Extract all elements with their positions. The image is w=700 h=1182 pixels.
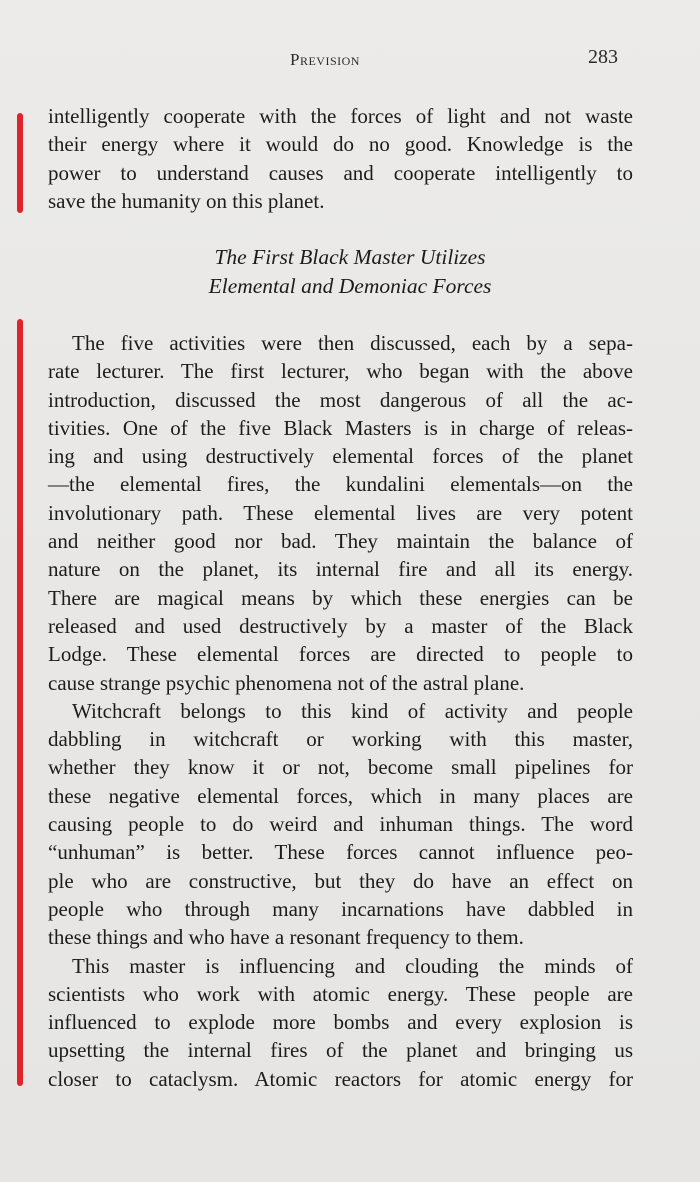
text-line: influenced to explode more bombs and every explosion is: [48, 1010, 633, 1035]
section-heading-line-1: The First Black Master Utilizes: [214, 245, 486, 269]
text-line: their energy where it would do no good. Knowledge is the: [48, 132, 633, 157]
body-text: [48, 329, 633, 1093]
text-line: ple who are constructive, but they do have an effect on: [48, 868, 633, 893]
text-line: There are magical means by which these energies can be: [48, 585, 633, 610]
text-line: causing people to do weird and inhuman things. The word: [48, 812, 633, 837]
text-line: Lodge. These elemental forces are directed to people to: [48, 642, 633, 667]
text-line: involutionary path. These elemental lives are very potent: [48, 500, 633, 525]
text-line: closer to cataclysm. Atomic reactors for atomic energy for: [48, 1066, 633, 1091]
text-line: power to understand causes and cooperate intelligently to: [48, 160, 633, 185]
text-line: ing and using destructively elemental forces of the planet: [48, 444, 633, 469]
text-line: save the humanity on this planet.: [48, 188, 325, 213]
text-line: This master is influencing and clouding the minds of: [72, 953, 633, 978]
text-line: nature on the planet, its internal fire and all its energy.: [48, 557, 633, 582]
page-number: 283: [588, 46, 618, 68]
text-line: introduction, discussed the most dangerous of all the ac-: [48, 387, 633, 412]
section-heading: [0, 243, 700, 301]
text-line: people who through many incarnations have dabbled in: [48, 896, 633, 921]
text-line: upsetting the internal fires of the planet and bringing us: [48, 1038, 633, 1063]
text-line: tivities. One of the five Black Masters is in charge of releas-: [48, 415, 633, 440]
paragraph-continued: [48, 102, 633, 215]
text-line: rate lecturer. The first lecturer, who began with the above: [48, 359, 633, 384]
text-line: intelligently cooperate with the forces of light and not waste: [48, 104, 633, 128]
running-head: [0, 46, 700, 74]
text-line: and neither good nor bad. They maintain the balance of: [48, 529, 633, 554]
text-line: released and used destructively by a master of the Black: [48, 613, 633, 638]
text-line: —the elemental fires, the kundalini elementals—on the: [48, 472, 633, 497]
section-heading-line-2: Elemental and Demoniac Forces: [208, 274, 492, 298]
text-line: cause strange psychic phenomena not of the astral plane.: [48, 670, 525, 695]
text-line: dabbling in witchcraft or working with this master,: [48, 727, 633, 752]
text-line: scientists who work with atomic energy. These people are: [48, 981, 633, 1006]
text-line: these negative elemental forces, which in many places are: [48, 783, 633, 808]
text-line: Witchcraft belongs to this kind of activity and people: [72, 698, 633, 723]
margin-marker-bottom: [17, 319, 23, 1086]
margin-marker-top: [17, 113, 23, 213]
text-line: The five activities were then discussed, each by a sepa-: [72, 331, 633, 355]
text-line: these things and who have a resonant frequency to them.: [48, 925, 524, 950]
text-line: “unhuman” is better. These forces cannot influence peo-: [48, 840, 633, 865]
running-head-title: Prevision: [290, 50, 360, 69]
text-line: whether they know it or not, become small pipelines for: [48, 755, 633, 780]
